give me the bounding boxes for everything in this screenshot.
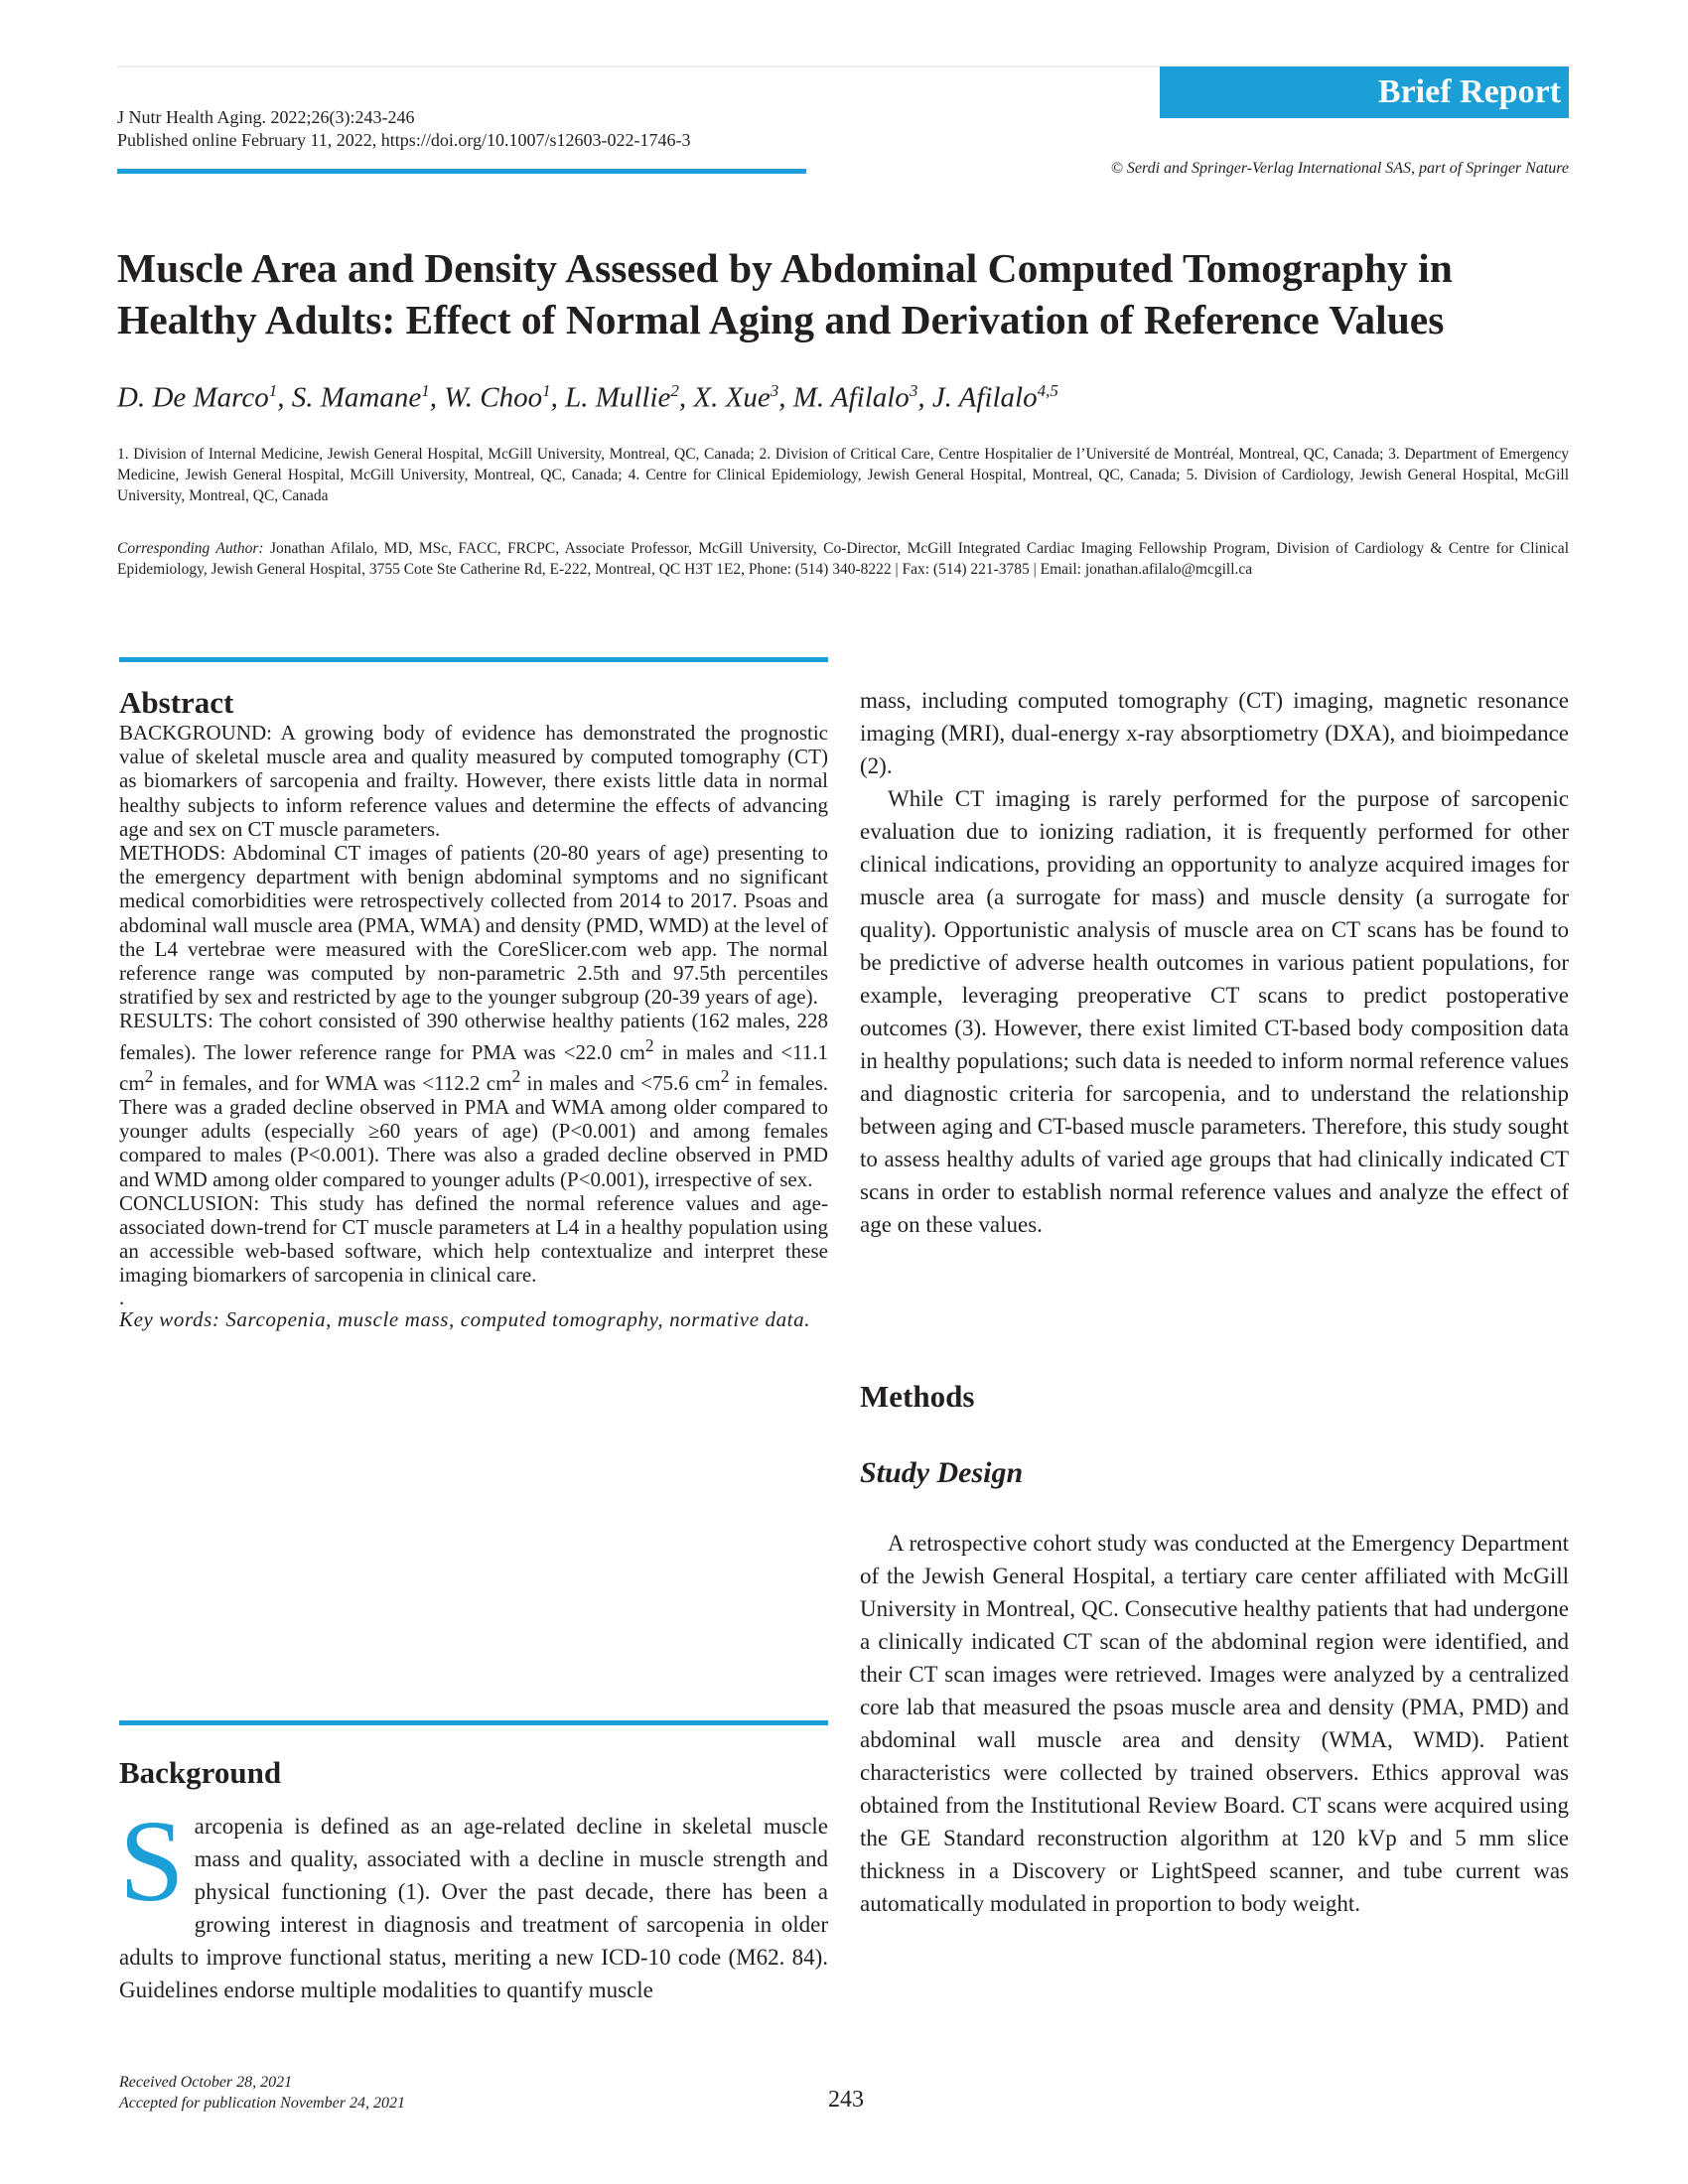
methods-heading: Methods	[860, 1379, 975, 1414]
author-affiliation: 4,5	[1037, 381, 1058, 400]
abstract-methods: METHODS: Abdominal CT images of patients (20-80 years of age) presenting to the emergency department with benign abdominal symptoms and no significant medical comorbidities were retrospectively collected from 2014 to 2017. Psoas and abdominal wall muscle area (PMA, WMA) and density (PMD, WMD) at the level of the L4 vertebrae were measured with the CoreSlicer.com web app. The normal reference range was computed by non-parametric 2.5th and 97.5th percentiles stratified by sex and restricted by age to the younger subgroup (20-39 years of age).	[119, 841, 828, 1010]
author-affiliation: 3	[909, 381, 918, 400]
author-affiliation: 1	[268, 381, 278, 400]
journal-rule	[117, 169, 806, 174]
author-affiliation: 3	[770, 381, 779, 400]
abstract-dot: .	[119, 1285, 125, 1309]
abstract-background: BACKGROUND: A growing body of evidence has demonstrated the prognostic value of skeletal muscle area and quality measured by computed tomography (CT) as biomarkers of sarcopenia and frailty. However, there exists little data in normal healthy subjects to inform reference values and determine the effects of advancing age and sex on CT muscle parameters.	[119, 721, 828, 841]
author: M. Afilalo	[792, 381, 910, 414]
author-affiliation: 1	[421, 381, 430, 400]
corresponding-text: Jonathan Afilalo, MD, MSc, FACC, FRCPC, Associate Professor, McGill University, Co-Director, McGill Integrated Cardiac Imaging Fellowship Program, Division of Cardiology & Centre for Clinical Epidemiology, Jewish General Hospital, 3755 Cote Ste Catherine Rd, E-222, Montreal, QC H3T 1E2, Phone: (514) 340-8222 | Fax: (514) 221-3785 | Email: jonathan.afilalo@mcgill.ca	[117, 540, 1569, 578]
results-sup: 2	[511, 1065, 521, 1086]
article-title: Muscle Area and Density Assessed by Abdominal Computed Tomography in Healthy Adults: Effect of Normal Aging and Derivation of Reference Values	[117, 245, 1453, 342]
background-rule	[119, 1720, 828, 1725]
accepted-date: Accepted for publication November 24, 2021	[119, 2095, 405, 2112]
results-text: in females. There was a graded decline observed in PMA and WMA among older compared to younger adults (especially ≥60 years of age) (P<0.001) and among females compared to males (P<0.001). There was also a graded decline observed in PMD and WMD among older compared to younger adults (P<0.001), irrespective of sex.	[119, 1070, 829, 1191]
results-sup: 2	[144, 1065, 154, 1086]
corresponding-label: Corresponding Author:	[117, 540, 264, 557]
keywords: Key words: Sarcopenia, muscle mass, computed tomography, normative data.	[119, 1306, 811, 1331]
received-dates	[119, 2072, 405, 2114]
journal-citation	[117, 106, 690, 152]
author: X. Xue	[693, 381, 771, 414]
results-sup: 2	[644, 1034, 654, 1055]
results-sup: 2	[720, 1065, 730, 1086]
abstract-conclusion: CONCLUSION: This study has defined the normal reference values and age-associated down-trend for CT muscle parameters at L4 in a healthy population using an accessible web-based software, which help contextualize and interpret these imaging biomarkers of sarcopenia in clinical care.	[119, 1190, 828, 1288]
intro-paragraph: While CT imaging is rarely performed for the purpose of sarcopenic evaluation due to ionizing radiation, it is frequently performed for other clinical indications, providing an opportunity to analyze acquired images for muscle area (a surrogate for mass) and muscle density (a surrogate for quality). Opportunistic analysis of muscle area on CT scans has be found to be predictive of adverse health outcomes in various patient populations, for example, leveraging preoperative CT scans to predict postoperative outcomes (3). However, there exist limited CT-based body composition data in healthy populations; such data is needed to inform normal reference values and diagnostic criteria for sarcopenia, and to understand the relationship between aging and CT-based muscle parameters. Therefore, this study sought to assess healthy adults of varied age groups that had clinically indicated CT scans in order to establish normal reference values and analyze the effect of age on these values.	[860, 786, 1569, 1237]
intro-paragraph: mass, including computed tomography (CT) imaging, magnetic resonance imaging (MRI), dual-energy x-ray absorptiometry (DXA), and bioimpedance (2).	[860, 688, 1569, 778]
author-affiliation: 2	[670, 381, 679, 400]
study-design-heading: Study Design	[860, 1456, 1024, 1489]
affiliations: 1. Division of Internal Medicine, Jewish General Hospital, McGill University, Montreal, QC, Canada; 2. Division of Critical Care, Centre Hospitalier de l’Université de Montréal, Montreal, QC, Canada; 3. Department of Emergency Medicine, Jewish General Hospital, McGill University, Montreal, QC, Canada; 4. Centre for Clinical Epidemiology, Jewish General Hospital, Montreal, QC, Canada; 5. Division of Cardiology, Jewish General Hospital, McGill University, Montreal, QC, Canada	[117, 446, 1569, 504]
abstract-results	[119, 1009, 828, 1190]
author: L. Mullie	[565, 381, 671, 414]
results-text: in females, and for WMA was <112.2 cm	[153, 1070, 512, 1095]
study-design-paragraph: A retrospective cohort study was conducted at the Emergency Department of the Jewish General Hospital, a tertiary care center affiliated with McGill University in Montreal, QC. Consecutive healthy patients that had undergone a clinically indicated CT scan of the abdominal region were identified, and their CT scan images were retrieved. Images were analyzed by a centralized core lab that measured the psoas muscle area and density (PMA, PMD) and abdominal wall muscle area and density (WMA, WMD). Patient characteristics were collected by trained observers. Ethics approval was obtained from the Institutional Review Board. CT scans were acquired using the GE Standard reconstruction algorithm at 120 kVp and 5 mm slice thickness in a Discovery or LightSpeed scanner, and tube current was automatically modulated in proportion to body weight.	[860, 1531, 1569, 1916]
drop-cap: S	[119, 1796, 185, 1926]
author: S. Mamane	[291, 381, 422, 414]
author-affiliation: 1	[542, 381, 551, 400]
article-type-banner: Brief Report	[1160, 67, 1569, 118]
background-paragraph	[119, 1796, 828, 2006]
journal-line: J Nutr Health Aging. 2022;26(3):243-246	[117, 107, 415, 127]
received-date: Received October 28, 2021	[119, 2074, 293, 2091]
results-text: in males and <75.6 cm	[520, 1070, 721, 1095]
author: D. De Marco	[117, 381, 269, 414]
published-line: Published online February 11, 2022, https://doi.org/10.1007/s12603-022-1746-3	[117, 130, 691, 150]
corresponding-author	[117, 538, 1569, 580]
background-body	[119, 1796, 828, 2006]
author: W. Choo	[444, 381, 543, 414]
results-text: RESULTS: The cohort consisted of 390 otherwise healthy patients (162 males, 228 females). The lower reference range for PMA was <22.0 cm	[119, 1009, 828, 1064]
abstract-heading: Abstract	[119, 685, 234, 720]
author: J. Afilalo	[931, 381, 1038, 414]
copyright: © Serdi and Springer-Verlag International SAS, part of Springer Nature	[1110, 160, 1569, 177]
background-heading: Background	[119, 1755, 282, 1790]
background-text: arcopenia is defined as an age-related decline in skeletal muscle mass and quality, associated with a decline in muscle strength and physical functioning (1). Over the past decade, there has been a growing interest in diagnosis and treatment of sarcopenia in older adults to improve functional status, meriting a new ICD-10 code (M62. 84). Guidelines endorse multiple modalities to quantify muscle	[119, 1814, 828, 2002]
results-text: in males and <11.1 cm	[119, 1039, 829, 1095]
study-design-body	[860, 1527, 1569, 1920]
page-number: 243	[828, 2087, 864, 2113]
author-list: D. De Marco$^1$, S. Mamane$^1$, W. Choo$^1$, L. Mullie$^2$, X. Xue$^3$, M. Afilalo$^3$, J. Afilalo$^{4,5}$	[117, 381, 1058, 414]
abstract-body	[119, 721, 828, 1331]
intro-continued	[860, 684, 1569, 1241]
abstract-rule	[119, 657, 828, 662]
